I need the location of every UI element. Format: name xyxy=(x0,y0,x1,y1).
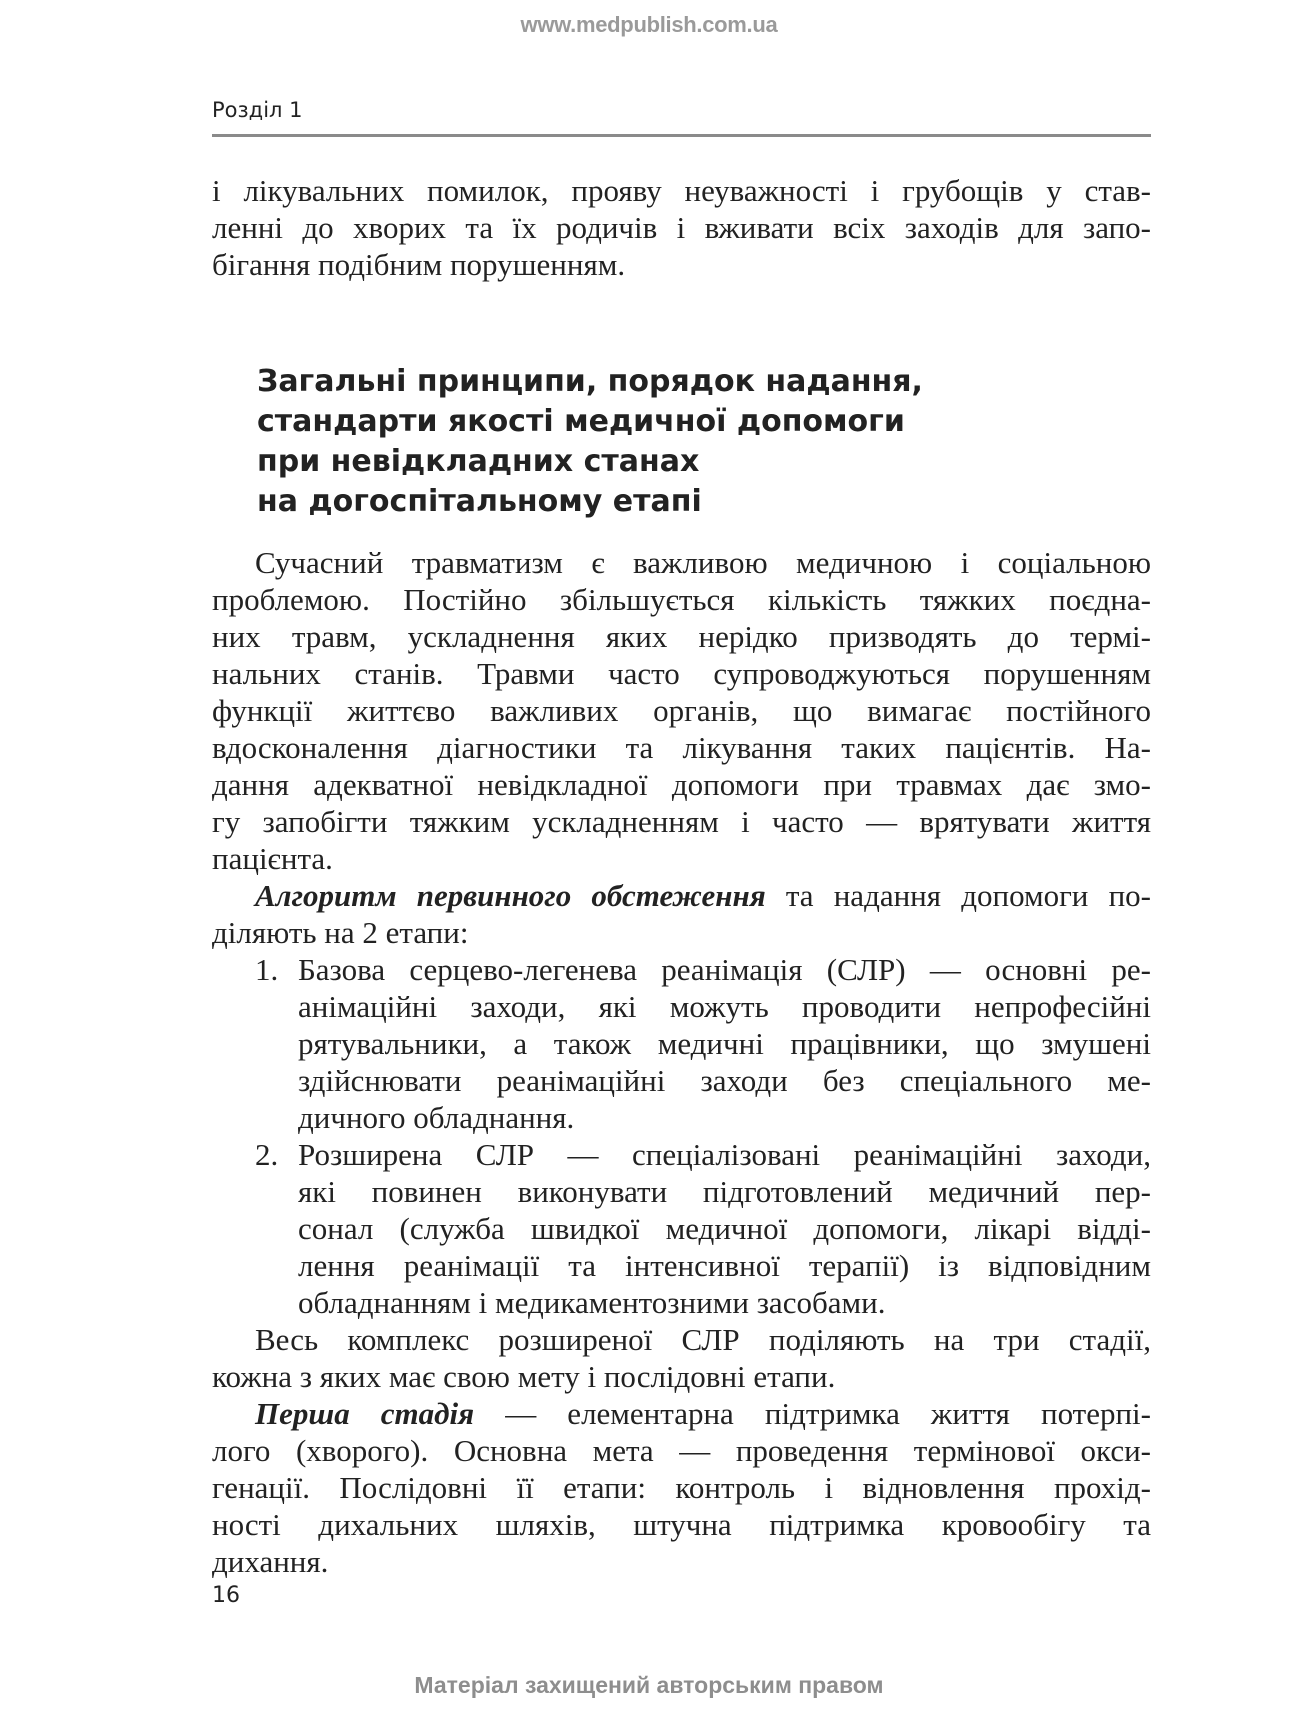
page-number: 16 xyxy=(212,1583,240,1608)
paragraph-intro xyxy=(212,544,1151,877)
text-line: ленні до хворих та їх родичів і вживати всіх заходів для запо- xyxy=(212,210,1151,245)
text-span: — елементарна підтримка життя потерпі- xyxy=(474,1396,1151,1431)
heading-line: при невідкладних станах xyxy=(257,444,700,479)
emphasis-term: Перша стадія xyxy=(255,1396,475,1431)
header-rule xyxy=(212,134,1151,137)
list-item xyxy=(212,1136,1151,1321)
continuation-paragraph xyxy=(212,172,1151,283)
text-line: дихання. xyxy=(212,1544,329,1579)
paragraph-algorithm xyxy=(212,877,1151,951)
list-number: 1. xyxy=(255,952,279,987)
heading-line: на догоспітальному етапі xyxy=(257,484,702,519)
text-line: генації. Послідовні її етапи: контроль і відновлення прохід- xyxy=(212,1470,1151,1505)
list-item xyxy=(212,951,1151,1136)
section-heading xyxy=(257,362,923,522)
text-line: дання адекватної невідкладної допомоги при травмах дає змо- xyxy=(212,767,1151,802)
running-head: Розділ 1 xyxy=(212,98,303,122)
text-line: обладнанням і медикаментозними засобами. xyxy=(298,1285,886,1320)
paragraph-stages xyxy=(212,1321,1151,1395)
heading-line: Загальні принципи, порядок надання, xyxy=(257,364,923,399)
text-line: сонал (служба швидкої медичної допомоги, лікарі відді- xyxy=(298,1211,1151,1246)
numbered-list xyxy=(212,951,1151,1321)
text-line xyxy=(212,1136,1151,1173)
text-line xyxy=(212,951,1151,988)
main-body xyxy=(212,544,1151,1580)
text-line: рятувальники, а також медичні працівники, що змушені xyxy=(298,1026,1151,1061)
text-line: діляють на 2 етапи: xyxy=(212,915,469,950)
text-line: і лікувальних помилок, прояву неуважності і грубощів у став- xyxy=(212,173,1151,208)
text-line xyxy=(212,877,1151,914)
text-line: нальних станів. Травми часто супроводжуються порушенням xyxy=(212,656,1151,691)
text-line: Весь комплекс розширеної СЛР поділяють на три стадії, xyxy=(255,1322,1151,1357)
text-line: ності дихальних шляхів, штучна підтримка кровообігу та xyxy=(212,1507,1151,1542)
watermark-url: www.medpublish.com.ua xyxy=(520,12,778,37)
paragraph-first-stage xyxy=(212,1395,1151,1580)
text-line: бігання подібним порушенням. xyxy=(212,247,626,282)
text-span: Базова серцево-легенева реанімація (СЛР) — основні ре- xyxy=(298,952,1151,987)
text-span: Розширена СЛР — спеціалізовані реанімаційні заходи, xyxy=(298,1137,1151,1172)
text-line: дичного обладнання. xyxy=(298,1100,575,1135)
text-line: гу запобігти тяжким ускладненням і часто — врятувати життя xyxy=(212,804,1151,839)
copyright-watermark: Матеріал захищений авторським правом xyxy=(414,1672,884,1698)
text-line: які повинен виконувати підготовлений медичний пер- xyxy=(298,1174,1151,1209)
text-line: пацієнта. xyxy=(212,841,333,876)
text-line: вдосконалення діагностики та лікування таких пацієнтів. На- xyxy=(212,730,1151,765)
heading-line: стандарти якості медичної допомоги xyxy=(257,404,905,439)
text-line: анімаційні заходи, які можуть проводити непрофесійні xyxy=(298,989,1151,1024)
text-line: кожна з яких має свою мету і послідовні етапи. xyxy=(212,1359,836,1394)
text-line: здійснювати реанімаційні заходи без спеціального ме- xyxy=(298,1063,1151,1098)
text-line: лого (хворого). Основна мета — проведення термінової окси- xyxy=(212,1433,1151,1468)
emphasis-term: Алгоритм первинного обстеження xyxy=(255,878,766,913)
text-line xyxy=(212,1395,1151,1432)
text-line: них травм, ускладнення яких нерідко призводять до термі- xyxy=(212,619,1151,654)
text-line: проблемою. Постійно збільшується кількість тяжких поєдна- xyxy=(212,582,1151,617)
text-line: Сучасний травматизм є важливою медичною і соціальною xyxy=(255,545,1151,580)
text-line: лення реанімації та інтенсивної терапії) із відповідним xyxy=(298,1248,1151,1283)
list-number: 2. xyxy=(255,1137,279,1172)
text-span: та надання допомоги по- xyxy=(765,878,1151,913)
text-line: функції життєво важливих органів, що вимагає постійного xyxy=(212,693,1151,728)
